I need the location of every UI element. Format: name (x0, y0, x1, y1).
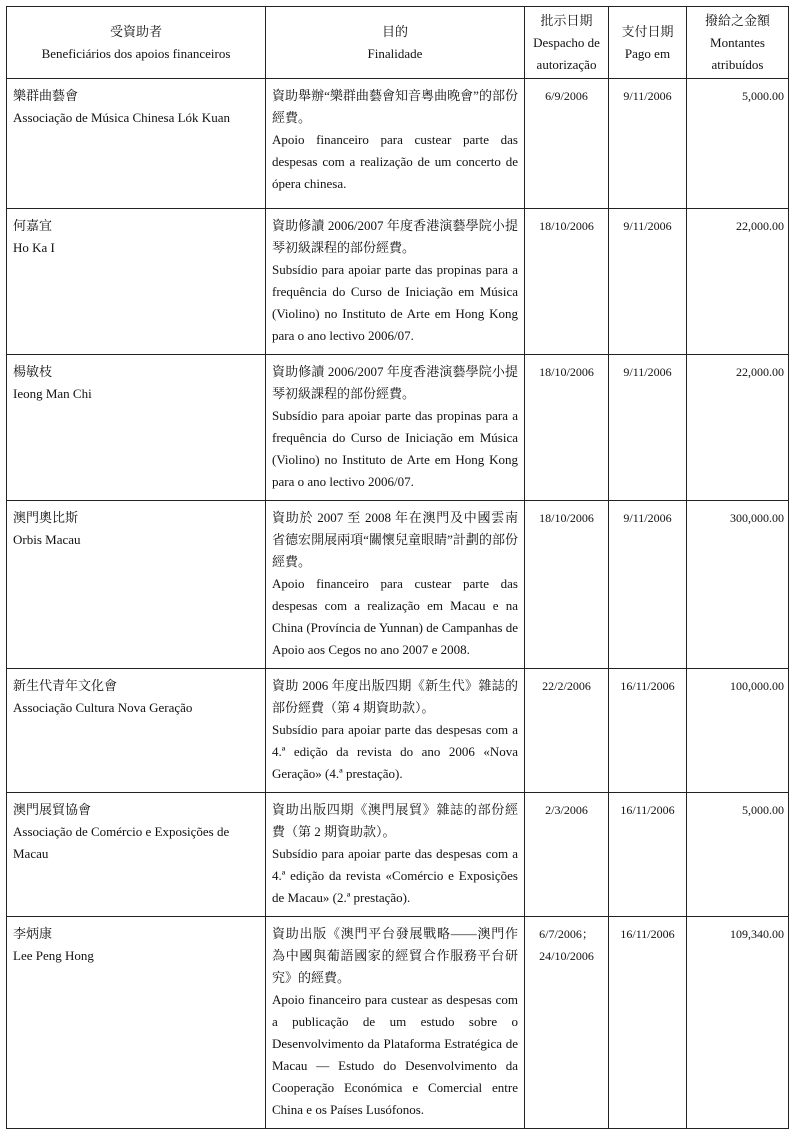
header-authorization (525, 7, 609, 79)
amount-cell (687, 793, 789, 917)
purpose-pt: Subsídio para apoiar parte das propinas para a frequência do Curso de Iniciação em Música (Violino) no Instituto de Arte em Hong Kong para o ano lectivo 2006/07. (272, 408, 518, 489)
paid-date: 9/11/2006 (623, 219, 672, 233)
beneficiary-name-zh: 何嘉宜 (13, 218, 53, 233)
authorization-date: 18/10/2006 (539, 219, 594, 233)
purpose-pt: Subsídio para apoiar parte das despesas com a 4.ª edição da revista do ano 2006 «Nova Geração» (4.ª prestação). (272, 722, 518, 781)
header-paid (609, 7, 687, 79)
purpose-pt: Subsídio para apoiar parte das propinas para a frequência do Curso de Iniciação em Música (Violino) no Instituto de Arte em Hong Kong para o ano lectivo 2006/07. (272, 262, 518, 343)
authorization-date-cell (525, 917, 609, 1129)
purpose-pt: Apoio financeiro para custear parte das despesas com a realização em Macau e na China (Província de Yunnan) de Campanhas de Apoio aos Cegos no ano 2007 e 2008. (272, 576, 518, 657)
header-paid-zh: 支付日期 (621, 23, 674, 39)
purpose-zh: 資助 2006 年度出版四期《新生代》雜誌的部份經費（第 4 期資助款）。 (272, 678, 518, 715)
beneficiary-cell (7, 501, 266, 669)
table-row (7, 917, 789, 1129)
header-amount-zh: 撥給之金額 (704, 12, 770, 28)
header-beneficiary (7, 7, 266, 79)
table-row (7, 501, 789, 669)
purpose-pt: Apoio financeiro para custear as despesas com a publicação de um estudo sobre o Desenvolvimento da Plataforma Estratégica de Macau — Estudo do Desenvolvimento da Cooperação Económica e Comercial entre China e os Países Lusófonos. (272, 992, 518, 1117)
header-beneficiary-zh: 受資助者 (109, 23, 162, 39)
table-row (7, 669, 789, 793)
authorization-date-cell (525, 355, 609, 501)
beneficiary-name-zh: 澳門奧比斯 (13, 510, 79, 525)
purpose-zh: 資助修讀 2006/2007 年度香港演藝學院小提琴初級課程的部份經費。 (272, 364, 518, 401)
table-row (7, 355, 789, 501)
header-amount-pt2: atribuídos (711, 56, 764, 72)
beneficiary-name-pt: Orbis Macau (13, 532, 81, 547)
purpose-cell (266, 793, 525, 917)
purpose-cell (266, 917, 525, 1129)
table-row (7, 793, 789, 917)
beneficiary-name-pt: Lee Peng Hong (13, 948, 94, 963)
amount-cell (687, 917, 789, 1129)
header-amount (687, 7, 789, 79)
purpose-zh: 資助於 2007 至 2008 年在澳門及中國雲南省德宏開展兩項“關懷兒童眼睛”計劃的部份經費。 (272, 510, 518, 569)
amount-cell (687, 209, 789, 355)
paid-date-cell (609, 669, 687, 793)
authorization-date: 18/10/2006 (539, 365, 594, 379)
paid-date-cell (609, 355, 687, 501)
authorization-date: 6/7/2006；24/10/2006 (539, 927, 594, 963)
authorization-date-cell (525, 79, 609, 209)
purpose-zh: 資助出版四期《澳門展貿》雜誌的部份經費（第 2 期資助款）。 (272, 802, 518, 839)
paid-date-cell (609, 79, 687, 209)
amount: 100,000.00 (730, 679, 784, 693)
authorization-date: 18/10/2006 (539, 511, 594, 525)
beneficiary-name-pt: Ieong Man Chi (13, 386, 92, 401)
beneficiary-cell (7, 917, 266, 1129)
paid-date: 16/11/2006 (620, 803, 675, 817)
paid-date: 16/11/2006 (620, 927, 675, 941)
table-row (7, 79, 789, 209)
beneficiary-name-zh: 澳門展貿協會 (13, 802, 92, 817)
paid-date: 16/11/2006 (620, 679, 675, 693)
paid-date-cell (609, 917, 687, 1129)
header-amount-pt1: Montantes (710, 34, 765, 50)
purpose-zh: 資助修讀 2006/2007 年度香港演藝學院小提琴初級課程的部份經費。 (272, 218, 518, 255)
beneficiary-name-zh: 樂群曲藝會 (13, 88, 79, 103)
beneficiary-name-pt: Associação de Comércio e Exposições de Macau (13, 824, 230, 861)
beneficiary-name-zh: 新生代青年文化會 (13, 678, 118, 693)
header-authorization-pt2: autorização (536, 56, 597, 72)
table-row (7, 209, 789, 355)
purpose-pt: Subsídio para apoiar parte das despesas com a 4.ª edição da revista «Comércio e Exposições de Macau» (2.ª prestação). (272, 846, 518, 905)
authorization-date: 22/2/2006 (542, 679, 591, 693)
authorization-date-cell (525, 501, 609, 669)
table-header-row (7, 7, 789, 79)
amount-cell (687, 355, 789, 501)
authorization-date: 6/9/2006 (545, 89, 588, 103)
amount-cell (687, 669, 789, 793)
purpose-cell (266, 209, 525, 355)
beneficiary-cell (7, 793, 266, 917)
header-authorization-pt1: Despacho de (533, 34, 600, 50)
header-purpose-pt: Finalidade (367, 45, 423, 61)
header-paid-pt: Pago em (624, 45, 671, 61)
purpose-pt: Apoio financeiro para custear parte das despesas com a realização de um concerto de ópera chinesa. (272, 132, 518, 191)
amount: 5,000.00 (742, 89, 784, 103)
amount: 300,000.00 (730, 511, 784, 525)
beneficiary-cell (7, 669, 266, 793)
purpose-zh: 資助出版《澳門平台發展戰略——澳門作為中國與葡語國家的經貿合作服務平台研究》的經費。 (272, 926, 518, 985)
paid-date: 9/11/2006 (623, 89, 672, 103)
paid-date-cell (609, 501, 687, 669)
amount-cell (687, 79, 789, 209)
purpose-zh: 資助舉辦“樂群曲藝會知音粵曲晚會”的部份經費。 (272, 88, 518, 125)
paid-date-cell (609, 793, 687, 917)
beneficiary-name-zh: 楊敏枝 (13, 364, 53, 379)
paid-date: 9/11/2006 (623, 365, 672, 379)
amount: 109,340.00 (730, 927, 784, 941)
purpose-cell (266, 355, 525, 501)
authorization-date-cell (525, 209, 609, 355)
grants-table (6, 6, 789, 1129)
amount-cell (687, 501, 789, 669)
authorization-date: 2/3/2006 (545, 803, 588, 817)
beneficiary-name-pt: Associação de Música Chinesa Lók Kuan (13, 110, 230, 125)
amount: 22,000.00 (736, 219, 784, 233)
header-purpose (266, 7, 525, 79)
header-purpose-zh: 目的 (381, 23, 408, 39)
header-beneficiary-pt: Beneficiários dos apoios financeiros (41, 45, 231, 61)
beneficiary-cell (7, 79, 266, 209)
paid-date: 9/11/2006 (623, 511, 672, 525)
beneficiary-cell (7, 209, 266, 355)
authorization-date-cell (525, 793, 609, 917)
purpose-cell (266, 501, 525, 669)
amount: 22,000.00 (736, 365, 784, 379)
amount: 5,000.00 (742, 803, 784, 817)
purpose-cell (266, 669, 525, 793)
purpose-cell (266, 79, 525, 209)
beneficiary-cell (7, 355, 266, 501)
beneficiary-name-pt: Associação Cultura Nova Geração (13, 700, 193, 715)
authorization-date-cell (525, 669, 609, 793)
header-authorization-zh: 批示日期 (540, 12, 593, 28)
beneficiary-name-pt: Ho Ka I (13, 240, 55, 255)
beneficiary-name-zh: 李炳康 (13, 926, 53, 941)
paid-date-cell (609, 209, 687, 355)
